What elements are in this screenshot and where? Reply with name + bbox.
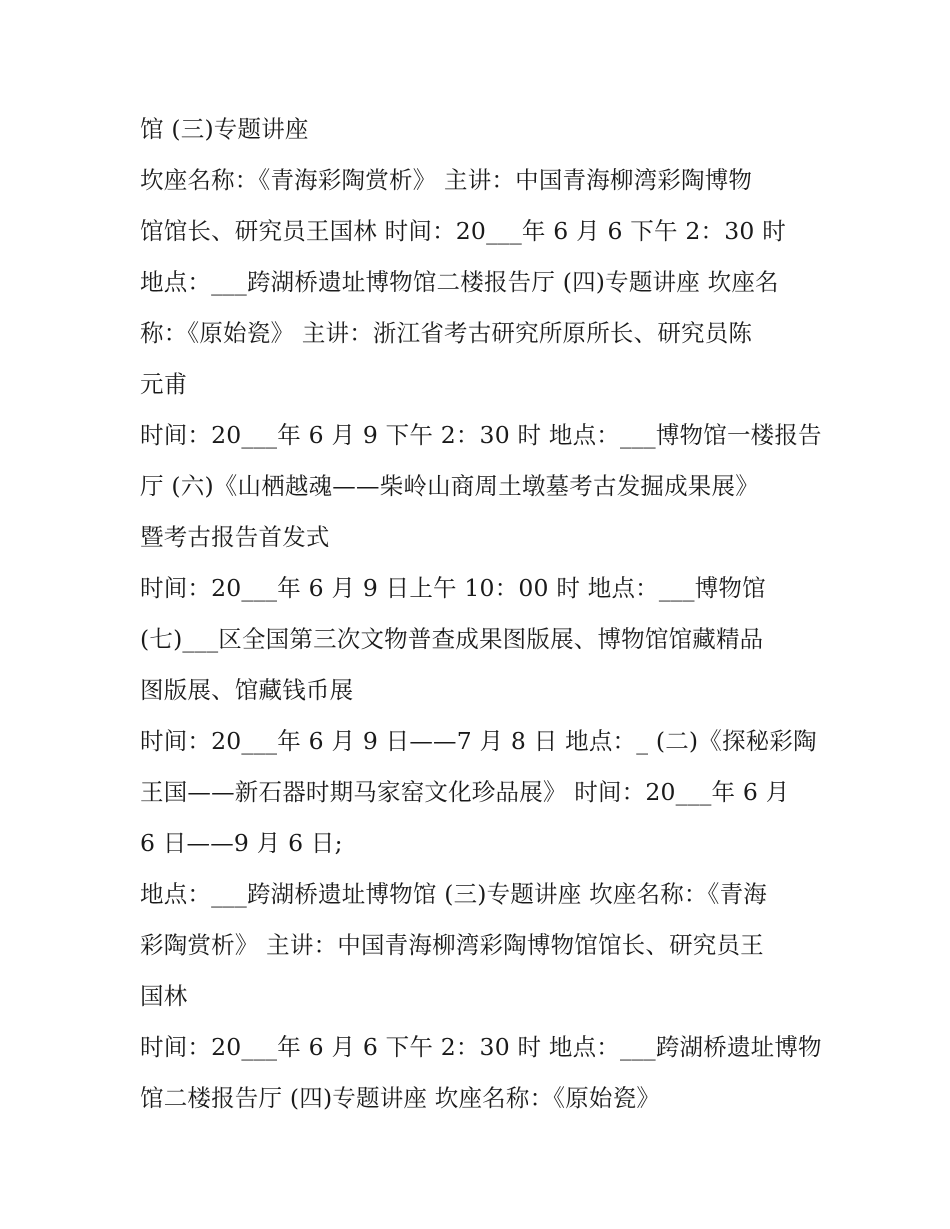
text-line: 时间：20___年 6 月 9 日——7 月 8 日 地点：_ (二)《探秘彩陶 — [140, 727, 817, 755]
text-line: 称：《原始瓷》 主讲：浙江省考古研究所原所长、研究员陈 — [140, 319, 753, 347]
text-line: 地点：___跨湖桥遗址博物馆 (三)专题讲座 坎座名称：《青海 — [140, 880, 767, 908]
text-line: 馆 (三)专题讲座 — [140, 115, 309, 143]
text-line: 坎座名称：《青海彩陶赏析》 主讲：中国青海柳湾彩陶博物 — [140, 166, 753, 194]
text-line: 地点：___跨湖桥遗址博物馆二楼报告厅 (四)专题讲座 坎座名 — [140, 268, 779, 296]
text-line: 时间：20___年 6 月 9 日上午 10：00 时 地点：___博物馆 — [140, 574, 766, 602]
text-line: 6 日——9 月 6 日; — [140, 829, 343, 857]
text-line: 图版展、馆藏钱币展 — [140, 676, 354, 704]
text-line: 馆馆长、研究员王国林 时间：20___年 6 月 6 下午 2：30 时 — [140, 217, 786, 245]
text-line: 国林 — [140, 982, 188, 1010]
text-line: 馆二楼报告厅 (四)专题讲座 坎座名称：《原始瓷》 — [140, 1084, 661, 1112]
document-body — [140, 104, 820, 1124]
text-line: (七)___区全国第三次文物普查成果图版展、博物馆馆藏精品 — [140, 625, 764, 653]
text-line: 元甫 — [140, 370, 188, 398]
text-line: 暨考古报告首发式 — [140, 523, 330, 551]
text-line: 王国——新石器时期马家窑文化珍品展》 时间：20___年 6 月 — [140, 778, 790, 806]
text-line: 时间：20___年 6 月 6 下午 2：30 时 地点：___跨湖桥遗址博物 — [140, 1033, 822, 1061]
text-line: 厅 (六)《山栖越魂——柴岭山商周土墩墓考古发掘成果展》 — [140, 472, 759, 500]
text-line: 彩陶赏析》 主讲：中国青海柳湾彩陶博物馆馆长、研究员王 — [140, 931, 764, 959]
text-line: 时间：20___年 6 月 9 下午 2：30 时 地点：___博物馆一楼报告 — [140, 421, 822, 449]
